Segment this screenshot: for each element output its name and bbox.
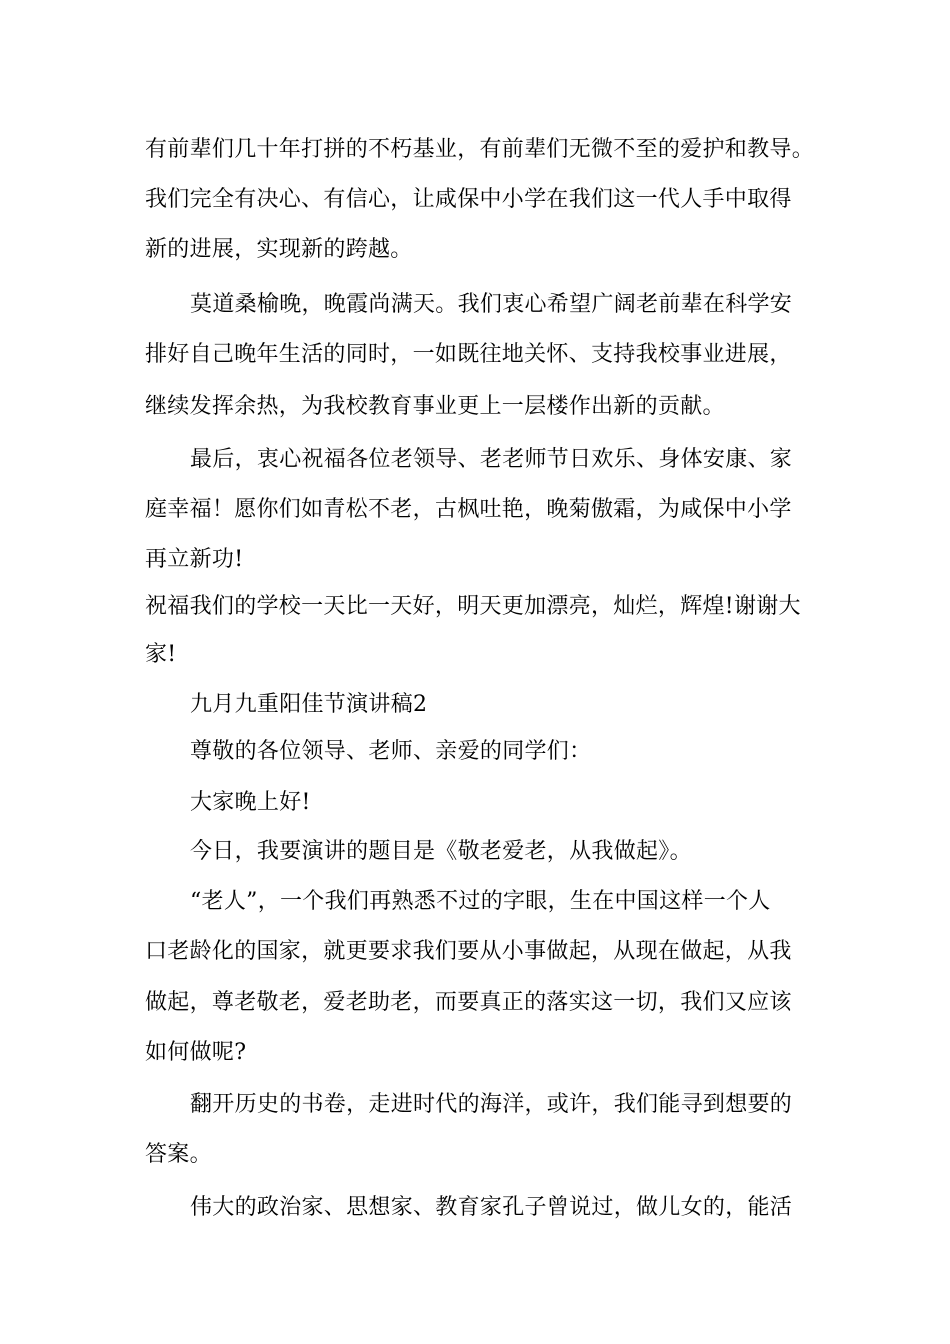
text-line: 大家晚上好! — [190, 790, 311, 815]
text-line: 今日，我要演讲的题目是《敬老爱老，从我做起》。 — [190, 839, 692, 864]
text-line: 如何做呢? — [145, 1040, 247, 1065]
text-line: 伟大的政治家、思想家、教育家孔子曾说过，做儿女的，能活 — [190, 1195, 793, 1220]
text-line: 莫道桑榆晚，晚霞尚满天。我们衷心希望广阔老前辈在科学安 — [190, 292, 793, 317]
text-line: 祝福我们的学校一天比一天好，明天更加漂亮，灿烂，辉煌!谢谢大 — [145, 594, 801, 619]
text-line: 翻开历史的书卷，走进时代的海洋，或许，我们能寻到想要的 — [190, 1092, 793, 1117]
text-line: 我们完全有决心、有信心，让咸保中小学在我们这一代人手中取得 — [145, 187, 792, 212]
text-line: 答案。 — [145, 1142, 212, 1167]
text-line: 庭幸福！愿你们如青松不老，古枫吐艳，晚菊傲霜，为咸保中小学 — [145, 497, 792, 522]
text-line: 有前辈们几十年打拼的不朽基业，有前辈们无微不至的爱护和教导。 — [145, 137, 815, 162]
text-line: 做起，尊老敬老，爱老助老，而要真正的落实这一切，我们又应该 — [145, 990, 792, 1015]
text-line: “老人”，一个我们再熟悉不过的字眼，生在中国这样一个人 — [190, 889, 771, 914]
text-line: 再立新功! — [145, 547, 244, 572]
text-line: 口老龄化的国家，就更要求我们要从小事做起，从现在做起，从我 — [145, 939, 792, 964]
section-heading: 九月九重阳佳节演讲稿2 — [190, 692, 428, 717]
text-line: 家! — [145, 642, 177, 667]
text-line: 继续发挥余热，为我校教育事业更上一层楼作出新的贡献。 — [145, 394, 725, 419]
text-line: 尊敬的各位领导、老师、亲爱的同学们： — [190, 739, 592, 764]
text-line: 最后，衷心祝福各位老领导、老老师节日欢乐、身体安康、家 — [190, 447, 793, 472]
text-line: 新的进展，实现新的跨越。 — [145, 237, 413, 262]
text-line: 排好自己晚年生活的同时，一如既往地关怀、支持我校事业进展， — [145, 342, 792, 367]
